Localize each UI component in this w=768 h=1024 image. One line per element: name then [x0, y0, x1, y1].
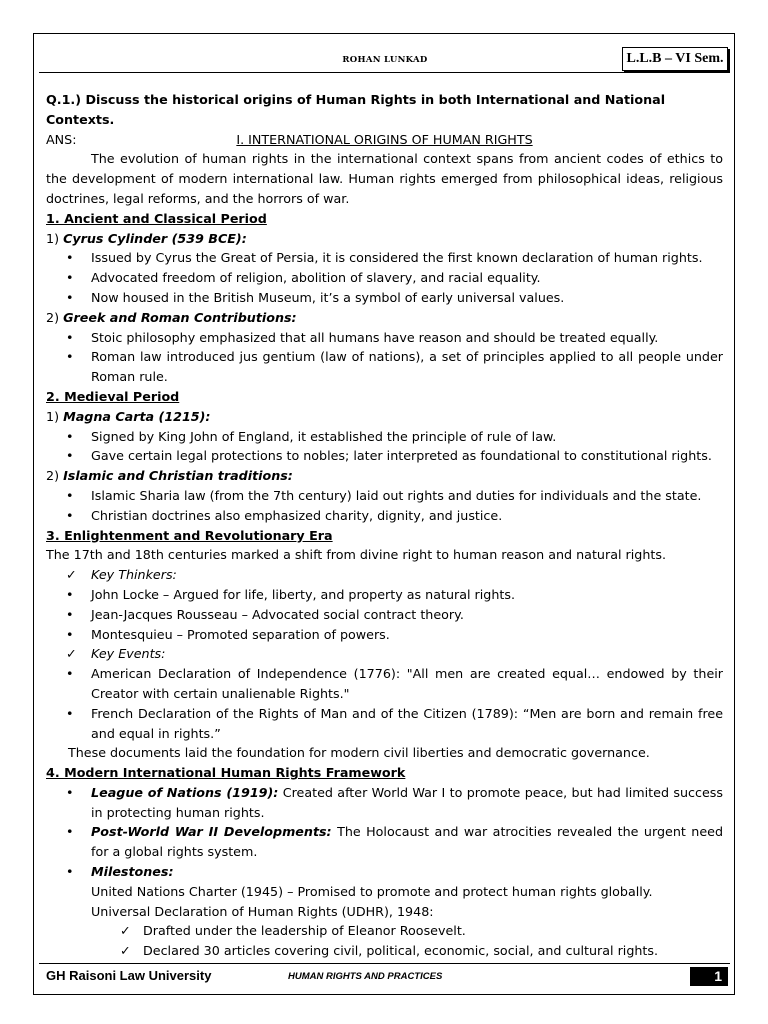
course-badge: L.L.B – VI Sem. — [622, 47, 728, 71]
bullet-list — [46, 328, 723, 387]
intro-paragraph: The evolution of human rights in the international context spans from ancient codes of ethics to the development of modern international law. Human rights emerged from philosophical ideas, religious doctrines, legal reforms, and the horrors of war. — [46, 151, 723, 206]
bullet-list — [46, 664, 723, 743]
list-item: • Now housed in the British Museum, it’s a symbol of early universal values. — [46, 288, 723, 308]
closing-paragraph: These documents laid the foundation for modern civil liberties and democratic governance. — [68, 745, 650, 761]
list-item: • League of Nations (1919): Created after World War I to promote peace, but had limited success in protecting human rights. — [46, 783, 723, 823]
bullet-list — [46, 248, 723, 307]
subheading: 2) Islamic and Christian traditions: — [46, 468, 293, 484]
subheading: 1) Cyrus Cylinder (539 BCE): — [46, 230, 247, 246]
subheading: 1) Magna Carta (1215): — [46, 408, 211, 424]
list-item: • Issued by Cyrus the Great of Persia, it is considered the first known declaration of human rights. — [46, 248, 723, 268]
question: Q.1.) Discuss the historical origins of Human Rights in both International and National Contexts. — [46, 92, 666, 127]
list-item: • Christian doctrines also emphasized charity, dignity, and justice. — [46, 506, 723, 526]
list-item: • Milestones: — [46, 862, 723, 882]
list-item: • French Declaration of the Rights of Man and of the Citizen (1789): “Men are born and remain free and equal in rights.” — [46, 704, 723, 744]
section-heading: 1. Ancient and Classical Period — [46, 210, 267, 226]
section-intro: The 17th and 18th centuries marked a shift from divine right to human reason and natural rights. — [46, 547, 666, 563]
footer-rule — [39, 963, 730, 964]
check-list-item: ✓ Drafted under the leadership of Eleanor Roosevelt. — [46, 921, 723, 941]
bullet-list — [46, 486, 723, 526]
list-item: • Montesquieu – Promoted separation of powers. — [46, 625, 723, 645]
list-item: • Advocated freedom of religion, abolition of slavery, and racial equality. — [46, 268, 723, 288]
section-heading: 3. Enlightenment and Revolutionary Era — [46, 527, 333, 543]
list-item: • Signed by King John of England, it established the principle of rule of law. — [46, 427, 723, 447]
author-name: ROHAN LUNKAD — [342, 55, 428, 65]
footer-subject: HUMAN RIGHTS AND PRACTICES — [288, 971, 443, 982]
part-title: I. INTERNATIONAL ORIGINS OF HUMAN RIGHTS — [236, 131, 533, 147]
check-list-item: ✓ Declared 30 articles covering civil, political, economic, social, and cultural rights. — [46, 941, 723, 961]
header-rule — [39, 72, 730, 73]
check-icon: ✓ — [66, 567, 77, 583]
check-icon: ✓ — [66, 646, 77, 662]
list-item: • John Locke – Argued for life, liberty, and property as natural rights. — [46, 585, 723, 605]
milestone-line: United Nations Charter (1945) – Promised to promote and protect human rights globally. — [91, 883, 653, 899]
list-item: • Gave certain legal protections to nobles; later interpreted as foundational to constitutional rights. — [46, 446, 723, 466]
section-heading: 2. Medieval Period — [46, 388, 180, 404]
bullet-list — [46, 585, 723, 644]
list-item: • Stoic philosophy emphasized that all humans have reason and should be treated equally. — [46, 328, 723, 348]
milestone-line: Universal Declaration of Human Rights (UDHR), 1948: — [91, 903, 434, 919]
key-thinkers-heading: ✓ Key Thinkers: — [46, 565, 723, 585]
footer-university: GH Raisoni Law University — [46, 968, 212, 983]
list-item: • Jean-Jacques Rousseau – Advocated social contract theory. — [46, 605, 723, 625]
section-heading: 4. Modern International Human Rights Framework — [46, 765, 406, 781]
check-icon: ✓ — [120, 943, 131, 959]
list-item: • Islamic Sharia law (from the 7th century) laid out rights and duties for individuals and the state. — [46, 486, 723, 506]
bullet-list — [46, 783, 723, 882]
list-item: • Post-World War II Developments: The Holocaust and war atrocities revealed the urgent need for a global rights system. — [46, 822, 723, 862]
check-icon: ✓ — [120, 923, 131, 939]
document-body — [46, 90, 723, 961]
key-events-heading: ✓ Key Events: — [46, 644, 723, 664]
answer-row — [46, 130, 723, 150]
page-number: 1 — [690, 967, 728, 986]
bullet-list — [46, 427, 723, 467]
list-item: • Roman law introduced jus gentium (law of nations), a set of principles applied to all people under Roman rule. — [46, 347, 723, 387]
ans-label: ANS: — [46, 131, 77, 147]
subheading: 2) Greek and Roman Contributions: — [46, 309, 297, 325]
list-item: • American Declaration of Independence (1776): "All men are created equal… endowed by their Creator with certain unalienable Rights." — [46, 664, 723, 704]
